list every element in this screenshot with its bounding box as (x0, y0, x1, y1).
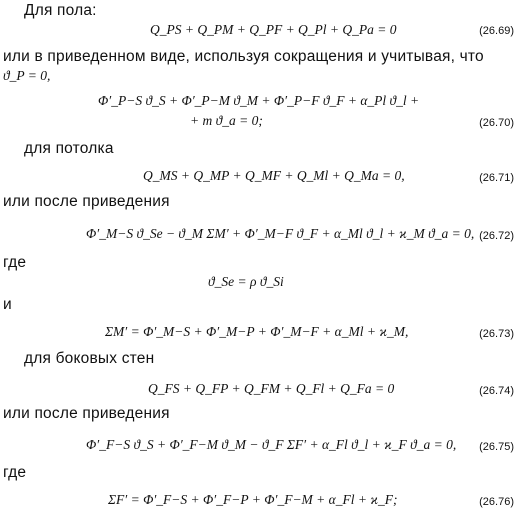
equation-26-69: Q_PS + Q_PM + Q_PF + Q_Pl + Q_Pa = 0 (150, 22, 397, 37)
text-and: и (3, 296, 12, 313)
equation-26-75: Φ′_F−S ϑ_S + Φ′_F−M ϑ_M − ϑ_F ΣF′ + α_Fl ϑ_l + ϰ_F ϑ_a = 0, (86, 437, 457, 452)
text-where: где (3, 464, 27, 481)
text-where: где (3, 254, 27, 271)
equation-26-71: Q_MS + Q_MP + Q_MF + Q_Ml + Q_Ma = 0, (143, 168, 405, 183)
equation-26-76: ΣF′ = Φ′_F−S + Φ′_F−P + Φ′_F−M + α_Fl + ϰ_F; (108, 492, 398, 507)
equation-number: (26.73) (479, 328, 514, 340)
equation-26-72: Φ′_M−S ϑ_Se − ϑ_M ΣM′ + Φ′_M−F ϑ_F + α_Ml ϑ_l + ϰ_M ϑ_a = 0, (86, 226, 475, 241)
text-paragraph: или в приведенном виде, используя сокращения и учитывая, что (3, 48, 484, 65)
text-walls-heading: для боковых стен (24, 350, 155, 367)
equation-number: (26.75) (479, 441, 514, 453)
equation-number: (26.69) (479, 25, 514, 37)
equation-number: (26.71) (479, 172, 514, 184)
text-paragraph: или после приведения (3, 193, 170, 210)
text-paragraph: или после приведения (3, 405, 170, 422)
equation-number: (26.72) (479, 230, 514, 242)
equation-number: (26.76) (479, 496, 514, 508)
text-ceiling-heading: для потолка (24, 140, 114, 157)
equation-26-70-line2: + m ϑ_a = 0; (190, 113, 263, 128)
equation-26-73: ΣM′ = Φ′_M−S + Φ′_M−P + Φ′_M−F + α_Ml + ϰ_M, (105, 324, 409, 339)
text-floor-heading: Для пола: (24, 2, 97, 19)
equation-inline: ϑ_Se = ρ ϑ_Si (208, 274, 284, 289)
equation-number: (26.74) (479, 385, 514, 397)
equation-inline: ϑ_P = 0, (3, 68, 51, 83)
equation-26-70-line1: Φ′_P−S ϑ_S + Φ′_P−M ϑ_M + Φ′_P−F ϑ_F + α_Pl ϑ_l + (98, 93, 420, 108)
equation-number: (26.70) (479, 117, 514, 129)
equation-26-74: Q_FS + Q_FP + Q_FM + Q_Fl + Q_Fa = 0 (148, 381, 395, 396)
